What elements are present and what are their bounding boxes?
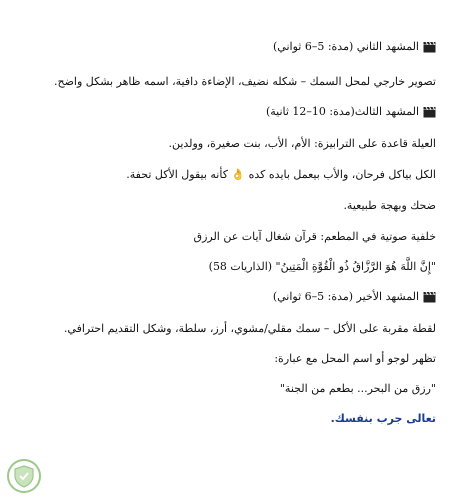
scene2-heading-text: المشهد الثاني (مدة: 5–6 ثواني) — [273, 40, 419, 53]
scene3-laugh: ضحك وبهجة طبيعية. — [343, 199, 436, 212]
final-heading-text: المشهد الأخير (مدة: 5–6 ثواني) — [272, 290, 419, 303]
scene3-heading-text: المشهد الثالث(مدة: 10–12 ثانية) — [265, 105, 419, 118]
scene2-text: تصوير خارجي لمحل السمك – شكله نضيف، الإضاءة دافية، اسمه ظاهر بشكل واضح. — [53, 75, 436, 88]
clapperboard-icon — [423, 106, 436, 118]
scene2-heading — [14, 40, 436, 54]
shield-logo-icon — [6, 458, 42, 494]
final-heading — [14, 290, 436, 304]
scene3-family: العيلة قاعدة على الترابيزة: الأم، الأب، بنت صغيرة، وولدين. — [168, 137, 436, 150]
call-to-action: تعالى جرب بنفسك. — [330, 412, 436, 425]
scene3-heading — [14, 105, 436, 119]
final-slogan: "رزق من البحر... بطعم من الجنة" — [279, 382, 436, 395]
clapperboard-icon — [423, 291, 436, 303]
scene3-eating: الكل بياكل فرحان، والأب بيعمل بايده كده 👌 كأنه بيقول الأكل تحفة. — [126, 168, 436, 181]
scene3-verse: "إِنَّ اللَّهَ هُوَ الرَّزَّاقُ ذُو الْقُوَّةِ الْمَتِينُ" (الذاريات 58) — [208, 260, 436, 273]
final-closeup: لقطة مقربة على الأكل – سمك مقلي/مشوي، أرز، سلطة، وشكل التقديم احترافي. — [63, 322, 436, 335]
final-logo-line: تظهر لوجو أو اسم المحل مع عبارة: — [274, 352, 436, 365]
scene3-audio: خلفية صوتية في المطعم: قرآن شغال آيات عن الرزق — [193, 230, 436, 243]
clapperboard-icon — [423, 41, 436, 53]
